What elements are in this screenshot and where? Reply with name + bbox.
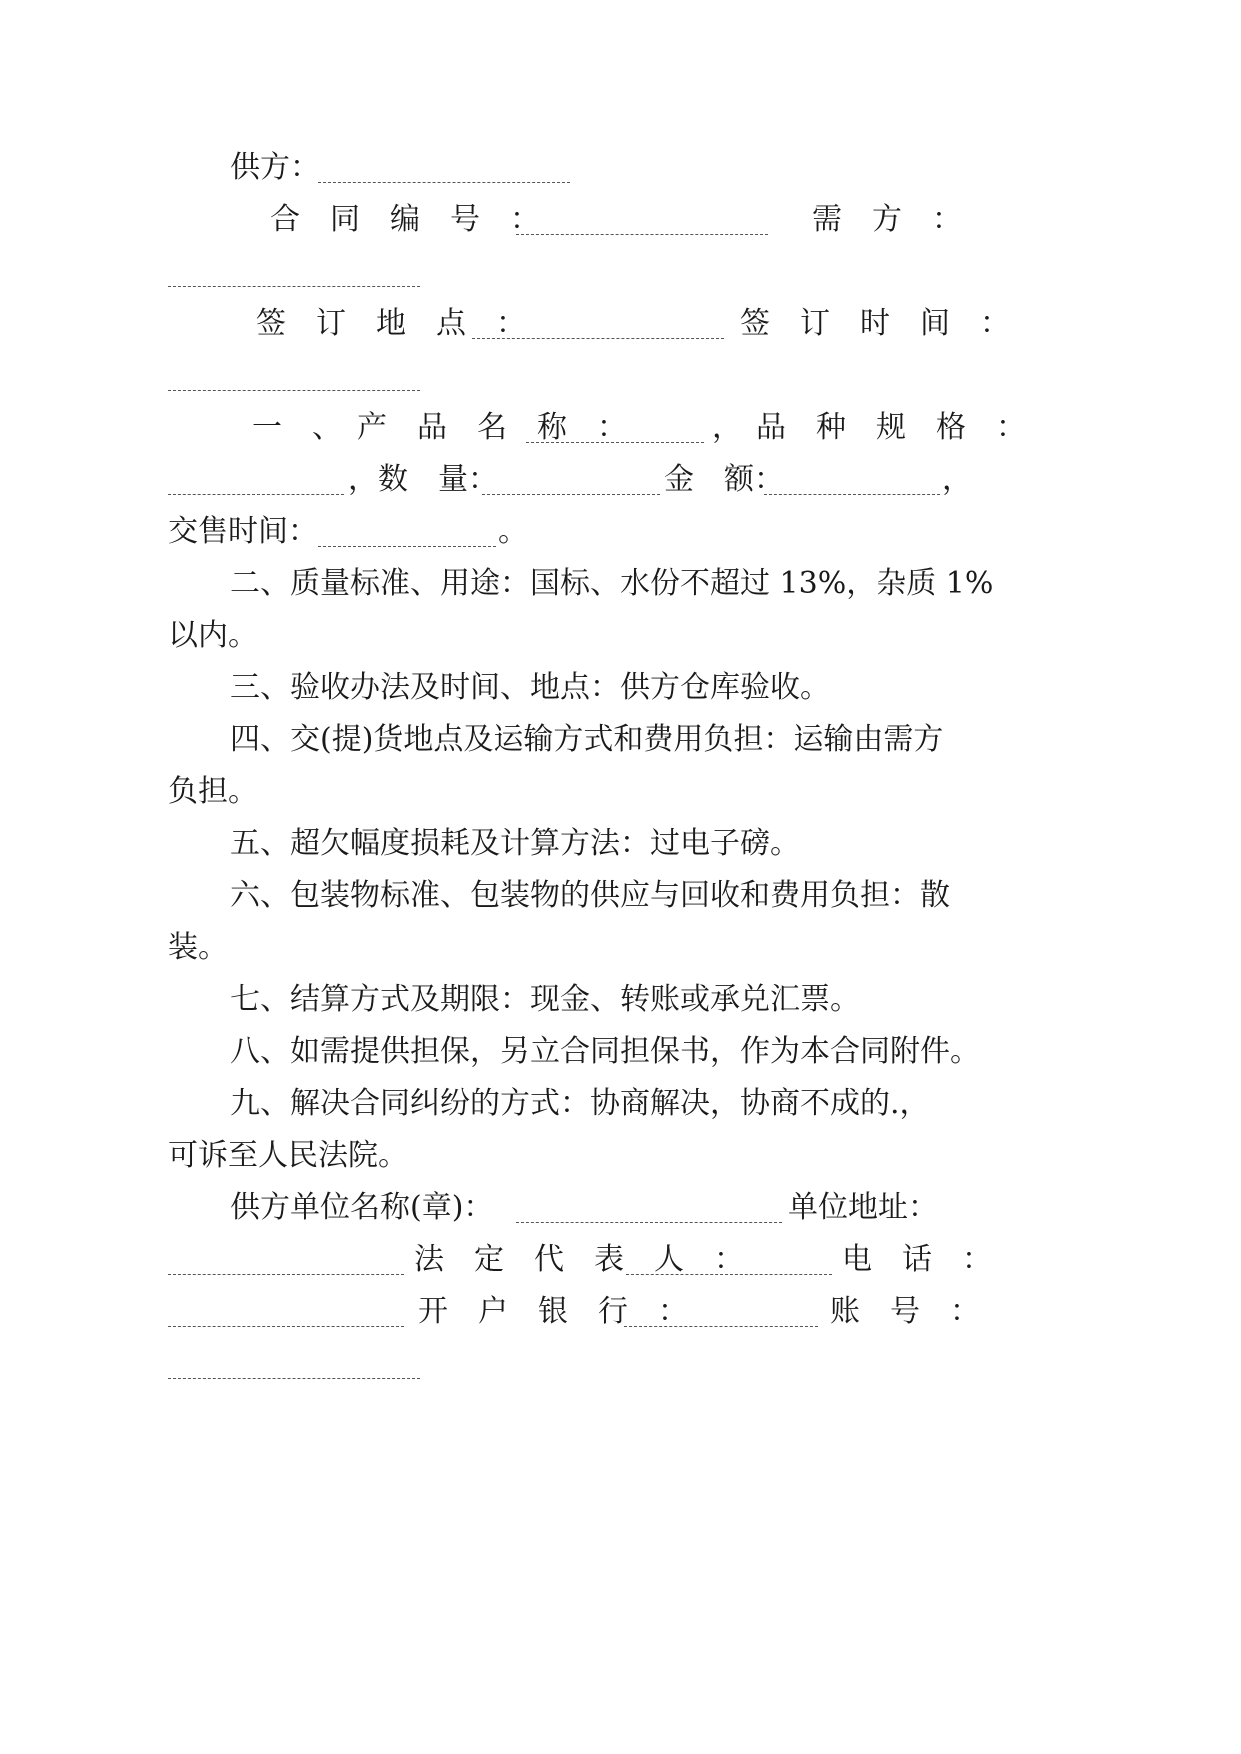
item1-line2 [0,454,1241,506]
item6-text1: 六、包装物标准、包装物的供应与回收和费用负担：散 [230,878,950,913]
item3-line [0,662,1241,714]
item9-line1 [0,1078,1241,1130]
item5-text: 五、超欠幅度损耗及计算方法：过电子磅。 [230,826,800,861]
item6-text2: 装。 [168,930,228,965]
supplier-info-line2 [0,1234,1241,1286]
sign-place-blank [472,298,724,339]
supplier-blank [318,142,570,183]
supplier-info-line1 [0,1182,1241,1234]
item4-text1: 四、交(提)货地点及运输方式和费用负担：运输由需方 [230,722,944,757]
product-name-blank [526,402,704,443]
item3-text: 三、验收办法及时间、地点：供方仓库验收。 [230,670,830,705]
item1-time-label: 交售时间： [168,514,318,549]
item8-line [0,1026,1241,1078]
item1-qty-label: ，数 量： [348,462,498,497]
amount-blank [764,454,940,495]
item9-text2: 可诉至人民法院。 [168,1138,408,1173]
item2-line2 [0,610,1241,662]
supplier-name-blank [516,1182,782,1223]
sign-line [0,298,1241,350]
item9-text1: 九、解决合同纠纷的方式：协商解决，协商不成的.， [230,1086,930,1121]
item2-text1: 二、质量标准、用途：国标、水份不超过 13%，杂质 1% [230,566,994,601]
item1-line1 [0,402,1241,454]
item2-text2: 以内。 [168,618,258,653]
sign-time-blank-line [0,350,1241,402]
item1-comma: ， [712,410,742,445]
supplier-line [0,142,1241,194]
item1-end: 。 [498,514,528,549]
buyer-label: 需 方 ： [812,202,962,237]
item9-line2 [0,1130,1241,1182]
contract-no-blank [516,194,768,235]
phone-blank [168,1286,404,1327]
buyer-blank-line [0,246,1241,298]
item4-text2: 负担。 [168,774,258,809]
sale-time-blank [318,506,496,547]
qty-blank [482,454,660,495]
sign-time-blank [168,350,420,391]
contract-no-line [0,194,1241,246]
address-blank [168,1234,404,1275]
account-blank-line [0,1338,1241,1390]
item1-prefix: 一 、 产 品 名 称 ： [252,410,627,445]
item1-amount-label: 金 额： [664,462,784,497]
sign-time-label: 签 订 时 间 ： [740,306,1010,341]
bank-blank [624,1286,818,1327]
legal-rep-blank [626,1234,832,1275]
item8-text: 八、如需提供担保，另立合同担保书，作为本合同附件。 [230,1034,980,1069]
supplier-label: 供方： [230,150,320,185]
item1-spec-label: 品 种 规 格 ： [756,410,1026,445]
item7-line [0,974,1241,1026]
item4-line2 [0,766,1241,818]
buyer-blank [168,246,420,287]
supplier-info-line3 [0,1286,1241,1338]
sign-place-label: 签 订 地 点 ： [256,306,526,341]
item6-line2 [0,922,1241,974]
phone-label: 电 话 ： [842,1242,992,1277]
item5-line [0,818,1241,870]
item1-comma2: ， [942,462,972,497]
contract-no-label: 合 同 编 号 ： [270,202,540,237]
item7-text: 七、结算方式及期限：现金、转账或承兑汇票。 [230,982,860,1017]
legal-rep-label: 法 定 代 表 人 ： [414,1242,744,1277]
item2-line1 [0,558,1241,610]
item6-line1 [0,870,1241,922]
address-label: 单位地址： [788,1190,938,1225]
account-label: 账 号 ： [830,1294,980,1329]
bank-label: 开 户 银 行 ： [418,1294,688,1329]
spec-blank [168,454,344,495]
item1-line3 [0,506,1241,558]
account-blank [168,1338,420,1379]
supplier-name-label: 供方单位名称(章)： [230,1190,494,1225]
item4-line1 [0,714,1241,766]
